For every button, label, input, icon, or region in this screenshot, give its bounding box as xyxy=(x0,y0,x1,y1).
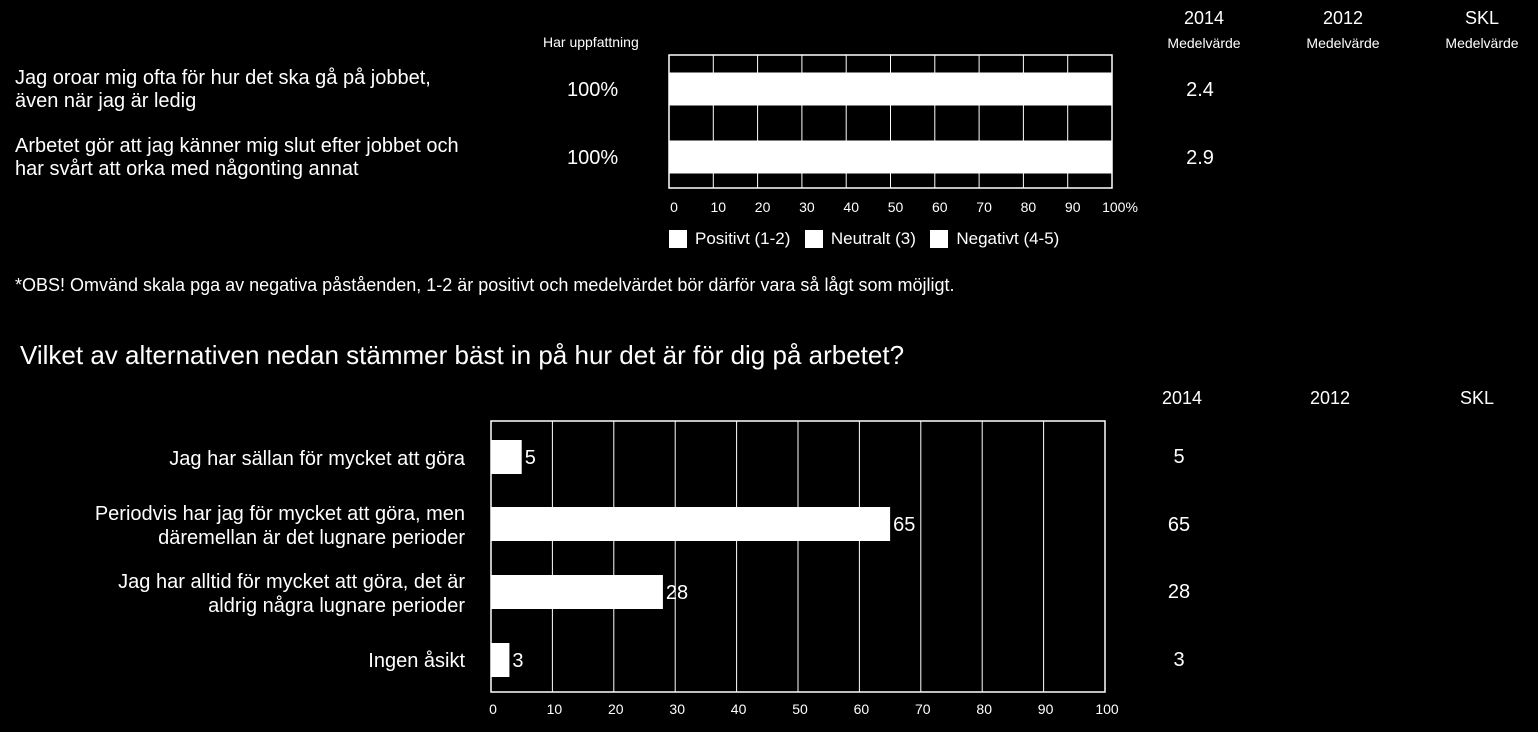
q1-row-1-line2: även när jag är ledig xyxy=(15,90,197,112)
chart2-tick-label: 10 xyxy=(546,701,563,717)
q2-row-4-line1: Ingen åsikt xyxy=(368,650,465,672)
chart2-bar xyxy=(491,575,663,609)
chart2-tick-label: 90 xyxy=(1037,701,1054,717)
chart2-data-label: 5 xyxy=(524,447,536,469)
q1-row-1-have-opinion: 100% xyxy=(567,79,619,101)
chart1-bar-row2-series3 xyxy=(669,141,1112,174)
chart2-bar xyxy=(491,643,509,677)
chart1-tick-label: 50 xyxy=(887,199,904,215)
chart1-tick-label: 10 xyxy=(710,199,727,215)
col-skl-year: SKL xyxy=(1464,8,1500,28)
chart-1-stacked-bars xyxy=(669,55,1138,215)
q2-row-3-line2: aldrig några lugnare perioder xyxy=(208,595,465,617)
chart2-tick-label: 40 xyxy=(730,701,747,717)
chart-2-bars xyxy=(489,421,1119,717)
q1-row-2-have-opinion: 100% xyxy=(567,147,619,169)
chart2-tick-label: 30 xyxy=(669,701,685,717)
chart2-data-label: 28 xyxy=(665,582,689,604)
chart2-data-label: 65 xyxy=(893,514,916,536)
chart2-tick-label: 70 xyxy=(915,701,931,717)
col-2012-sub: Medelvärde xyxy=(1306,35,1380,51)
legend-positive-label: Positivt (1-2) xyxy=(695,229,791,248)
q2-row-3-value-2014: 28 xyxy=(1167,581,1191,603)
chart2-tick-label: 20 xyxy=(608,701,624,717)
q2-col-2014: 2014 xyxy=(1161,388,1203,408)
legend-negative-label: Negativt (4-5) xyxy=(956,229,1060,248)
chart2-tick-label: 60 xyxy=(853,701,870,717)
chart2-bar xyxy=(491,440,522,474)
chart1-tick-label: 60 xyxy=(932,199,948,215)
col-2014-sub: Medelvärde xyxy=(1167,35,1241,51)
q1-row-1-line1: Jag oroar mig ofta för hur det ska gå på jobbet, xyxy=(15,67,431,89)
legend-neutral-label: Neutralt (3) xyxy=(830,229,916,248)
q2-row-1-value-2014: 5 xyxy=(1173,446,1185,468)
chart2-bar xyxy=(491,507,890,541)
q2-col-skl: SKL xyxy=(1459,388,1495,408)
chart1-tick-label: 80 xyxy=(1020,199,1037,215)
chart2-tick-label: 0 xyxy=(489,701,497,717)
q1-row-2-line1: Arbetet gör att jag känner mig slut efter jobbet och xyxy=(15,135,459,157)
chart2-data-label: 3 xyxy=(512,650,524,672)
have-opinion-header: Har uppfattning xyxy=(543,34,639,50)
chart1-tick-label: 40 xyxy=(843,199,859,215)
chart2-tick-label: 50 xyxy=(792,701,808,717)
chart1-tick-label: 90 xyxy=(1064,199,1081,215)
q1-row-2-mean-2014: 2.9 xyxy=(1186,147,1214,169)
chart1-tick-label: 0 xyxy=(670,199,678,215)
col-skl-sub: Medelvärde xyxy=(1445,35,1519,51)
q2-col-2012: 2012 xyxy=(1309,388,1351,408)
q2-row-3-line1: Jag har alltid för mycket att göra, det är xyxy=(118,571,465,593)
q2-row-2-line1: Periodvis har jag för mycket att göra, men xyxy=(94,503,465,525)
chart1-tick-label: 30 xyxy=(799,199,815,215)
chart1-tick-label: 70 xyxy=(976,199,992,215)
col-2014-year: 2014 xyxy=(1183,8,1225,28)
chart1-tick-label: 20 xyxy=(754,199,771,215)
chart1-tick-label: 100% xyxy=(1102,199,1138,215)
q2-title: Vilket av alternativen nedan stämmer bäst in på hur det är för dig på arbetet? xyxy=(20,340,905,370)
q2-row-2-value-2014: 65 xyxy=(1167,514,1191,536)
col-2012-year: 2012 xyxy=(1322,8,1364,28)
chart2-tick-label: 80 xyxy=(976,701,992,717)
reverse-scale-note: *OBS! Omvänd skala pga av negativa påståenden, 1-2 är positivt och medelvärdet bör därför vara så lågt som möjligt. xyxy=(15,275,955,295)
chart2-tick-label: 100 xyxy=(1095,701,1119,717)
chart1-bar-row1-series3 xyxy=(669,73,1112,106)
q2-row-2-line2: däremellan är det lugnare perioder xyxy=(158,527,465,549)
q1-row-2-line2: har svårt att orka med någonting annat xyxy=(15,158,359,180)
q2-row-1-line1: Jag har sällan för mycket att göra xyxy=(169,448,465,470)
q1-row-1-mean-2014: 2.4 xyxy=(1186,79,1214,101)
q2-row-4-value-2014: 3 xyxy=(1173,649,1185,671)
